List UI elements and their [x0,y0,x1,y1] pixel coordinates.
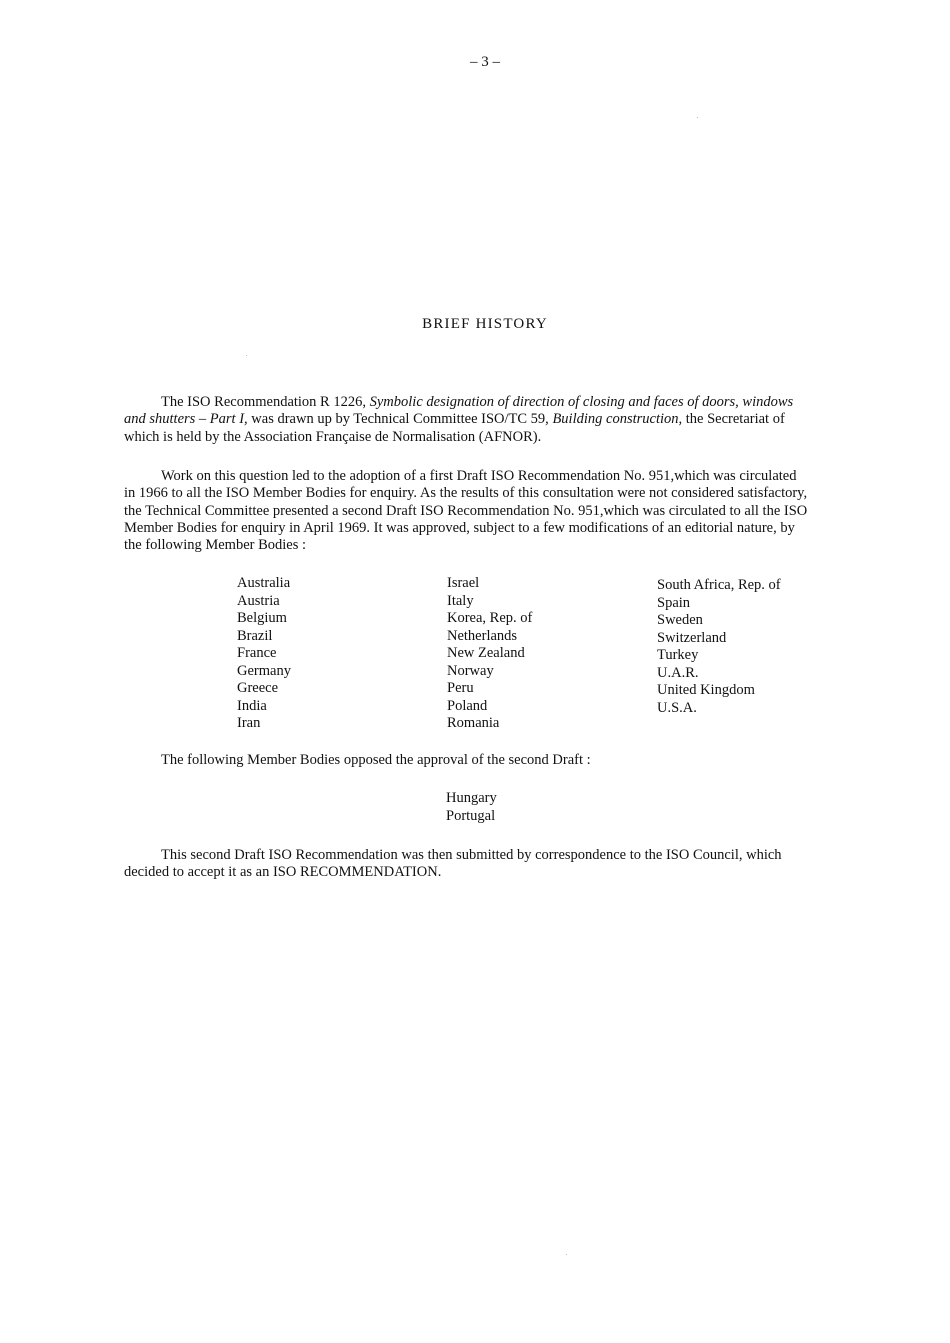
page-number: – 3 – [470,54,500,70]
committee-name-italic: Building construction, [552,411,683,428]
member-column-1 [237,575,291,733]
member-body: United Kingdom [657,682,755,698]
paragraph-2-line: Work on this question led to the adoption of a first Draft ISO Recommendation No. 951,which was circulated [161,468,797,484]
opposed-member-bodies [446,790,497,825]
member-body: South Africa, Rep. of [657,577,781,593]
recommendation-title-italic: Symbolic designation of direction of closing and faces of doors, windows [369,394,794,410]
paragraph-2-line: Member Bodies for enquiry in April 1969. It was approved, subject to a few modifications of an editorial nature, by [124,519,795,536]
paragraph-1-line-3: which is held by the Association Française de Normalisation (AFNOR). [124,428,542,445]
member-body: U.S.A. [657,699,697,716]
opposed-member-body: Hungary [446,790,497,806]
member-body: Greece [237,680,279,696]
paragraph-2-line: the Technical Committee presented a second Draft ISO Recommendation No. 951,which was circulated to all the ISO [124,502,808,519]
member-body: Sweden [657,612,703,628]
member-body: Spain [657,594,691,611]
scan-speck [566,1254,567,1255]
member-body: Netherlands [447,627,518,644]
member-body: Romania [447,715,500,731]
member-body: Norway [447,662,494,679]
member-body: Korea, Rep. of [447,610,533,626]
history-paragraph-3 [124,847,876,882]
member-body: India [237,697,267,714]
scan-speck [246,355,247,356]
page-title: BRIEF HISTORY [422,316,548,332]
member-body: New Zealand [447,645,525,661]
member-body: Italy [447,592,474,609]
paragraph-1-line-1 [124,394,876,411]
member-body: Turkey [657,647,699,663]
recommendation-intro-text: The ISO Recommendation R 1226, [161,394,370,410]
member-body: France [237,645,277,661]
member-column-3 [657,577,781,717]
secretariat-text: the Secretariat of [682,411,785,428]
opposed-member-body: Portugal [446,807,496,824]
paragraph-1-line-2 [124,411,876,428]
member-body: Austria [237,592,280,609]
committee-text: was drawn up by Technical Committee ISO/TC 59, [247,411,553,428]
member-body: Belgium [237,610,287,626]
member-body: Germany [237,662,291,679]
member-body: Brazil [237,627,273,644]
paragraph-3-line: decided to accept it as an ISO RECOMMENDATION. [124,864,442,881]
history-paragraph-2 [124,468,876,554]
member-body: Peru [447,680,474,696]
member-body: U.A.R. [657,664,699,681]
opposed-intro-text: The following Member Bodies opposed the approval of the second Draft : [161,752,591,768]
member-column-2 [447,575,532,733]
member-body: Switzerland [657,629,727,646]
member-body: Israel [447,575,480,591]
paragraph-2-line: in 1966 to all the ISO Member Bodies for enquiry. As the results of this consultation were not considered satisfactory, [124,485,808,502]
paragraph-2-line: the following Member Bodies : [124,537,307,554]
member-body: Australia [237,575,291,591]
member-body: Poland [447,697,488,714]
recommendation-title-italic-cont: and shutters – Part I, [124,411,248,428]
scan-speck [697,117,698,118]
member-body: Iran [237,715,261,731]
paragraph-3-line: This second Draft ISO Recommendation was then submitted by correspondence to the ISO Council, which [161,847,782,863]
history-paragraph-1 [124,394,876,446]
